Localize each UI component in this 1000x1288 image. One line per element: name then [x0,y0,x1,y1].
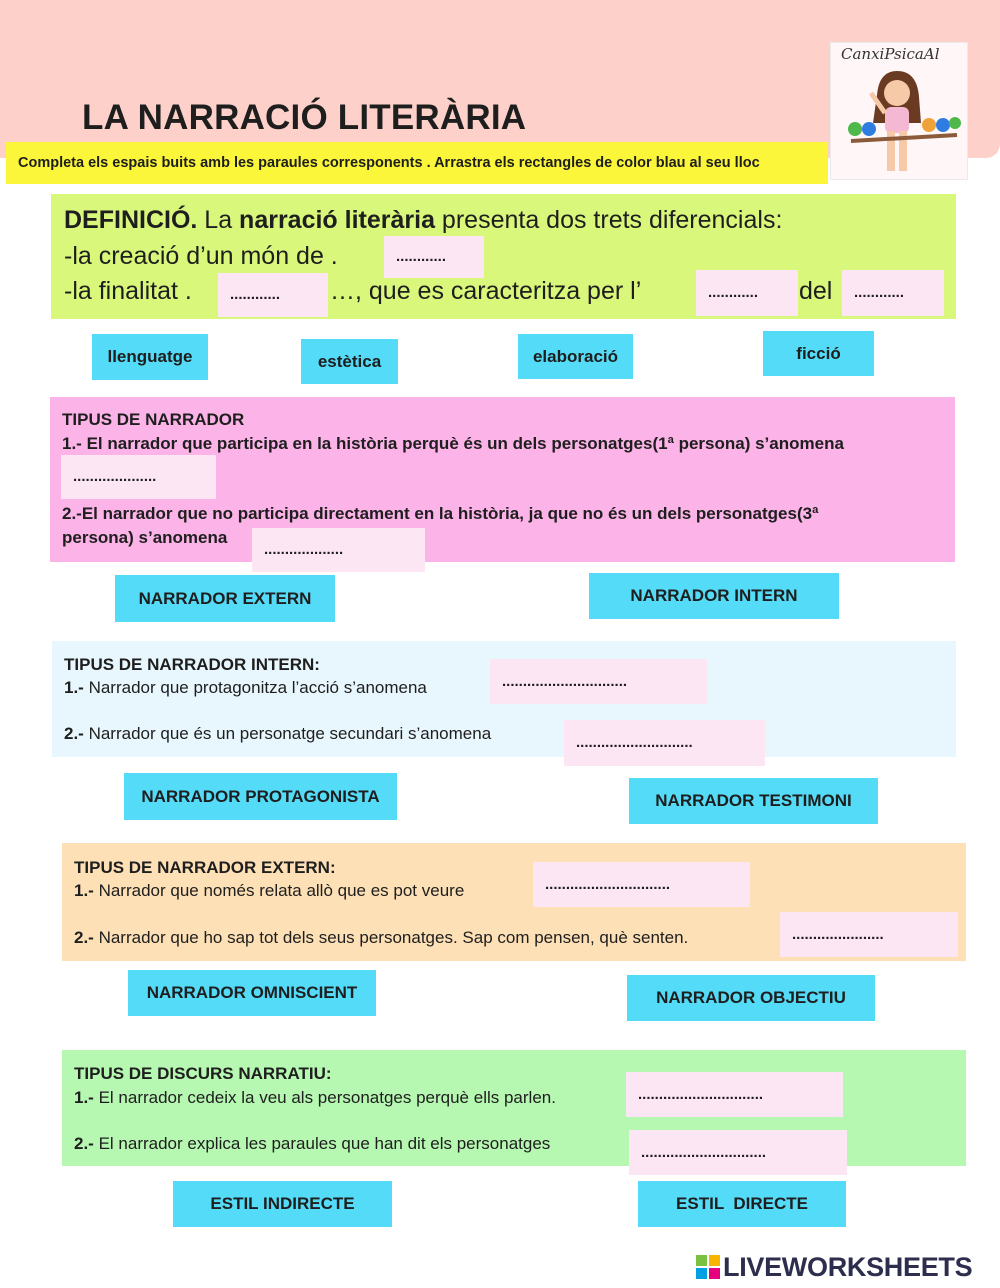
external-q2-text: Narrador que ho sap tot dels seus personatges. Sap com pensen, què senten. [93,928,689,947]
blank-discourse-indirecte[interactable]: .............................. [629,1130,847,1175]
chip-llenguatge[interactable]: llenguatge [92,334,208,380]
logo-text: CanxiPsicaAl [841,45,940,63]
definition-line-2c: del [799,277,833,305]
blank-del[interactable]: ............ [842,270,944,316]
external-heading: TIPUS DE NARRADOR EXTERN: [74,858,336,877]
chip-estil-indirecte[interactable]: ESTIL INDIRECTE [173,1181,392,1227]
external-q1 [74,881,464,901]
chip-narrador-omniscient[interactable]: NARRADOR OMNISCIENT [128,970,376,1016]
external-q2 [74,928,688,948]
blank-discourse-directe[interactable]: .............................. [626,1072,843,1117]
external-q2-number: 2.- [74,928,94,947]
narrator-q1 [62,434,844,454]
chip-narrador-objectiu[interactable]: NARRADOR OBJECTIU [627,975,875,1021]
external-q1-text: Narrador que només relata allò que es pot veure [93,881,465,900]
internal-q1 [64,678,427,698]
chip-estil-directe[interactable]: ESTIL DIRECTE [638,1181,846,1227]
chip-narrador-protagonista[interactable]: NARRADOR PROTAGONISTA [124,773,397,820]
blank-internal-protagonista[interactable]: .............................. [490,659,707,704]
blank-external-objectiu[interactable]: .............................. [533,862,750,907]
definition-heading: DEFINICIÓ. [64,206,198,234]
blank-narrator-extern[interactable]: ................... [252,528,425,572]
definition-line-1: -la creació d’un món de . [64,242,338,270]
discourse-heading: TIPUS DE DISCURS NARRATIU: [74,1064,332,1083]
definition-line-2b: …, que es caracteritza per l’ [330,277,642,305]
definition-intro-text-1: La [197,206,240,234]
blank-caracteritza[interactable]: ............ [696,270,798,316]
discourse-q1-text: El narrador cedeix la veu als personatges perquè ells parlen. [93,1088,556,1107]
chip-narrador-intern[interactable]: NARRADOR INTERN [589,573,839,619]
definition-intro [64,206,782,235]
chip-elaboracio[interactable]: elaboració [518,334,633,379]
discourse-q2 [74,1134,550,1154]
internal-q1-number: 1.- [64,678,84,697]
blank-narrator-intern[interactable]: .................... [61,455,216,499]
internal-q2 [64,724,491,744]
definition-line-2a: -la finalitat . [64,277,192,305]
author-logo [830,42,968,180]
brand-text: LIVEWORKSHEETS [723,1252,973,1282]
page-title: LA NARRACIÓ LITERÀRIA [82,98,527,137]
narrator-q1-text: El narrador que participa en la història perquè és un dels personatges(1ª persona) s’anomena [81,434,844,453]
narrator-q1-number: 1.- [62,434,82,453]
blank-external-omniscient[interactable]: ...................... [780,912,958,957]
narrator-q2-line2: persona) s’anomena [62,528,228,547]
liveworksheets-brand [696,1252,972,1283]
external-q1-number: 1.- [74,881,94,900]
definition-intro-bold: narració literària [239,206,435,234]
internal-q2-text: Narrador que és un personatge secundari s’anomena [83,724,492,743]
internal-q2-number: 2.- [64,724,84,743]
narrator-types-heading: TIPUS DE NARRADOR [62,410,245,429]
avatar-illustration [831,63,967,177]
instructions-banner: Completa els espais buits amb les paraules corresponents . Arrastra els rectangles de color blau al seu lloc [6,142,828,184]
internal-heading: TIPUS DE NARRADOR INTERN: [64,655,320,674]
internal-q1-text: Narrador que protagonitza l’acció s’anomena [83,678,427,697]
discourse-q1-number: 1.- [74,1088,94,1107]
narrator-q2-line1: 2.-El narrador que no participa directament en la història, ja que no és un dels personatges(3ª [62,504,819,523]
discourse-q2-number: 2.- [74,1134,94,1153]
blank-finalitat[interactable]: ............ [218,273,328,317]
blank-internal-testimoni[interactable]: ............................ [564,720,765,766]
discourse-q1 [74,1088,556,1108]
chip-ficcio[interactable]: ficció [763,331,874,376]
discourse-q2-text: El narrador explica les paraules que han dit els personatges [93,1134,551,1153]
definition-intro-text-2: presenta dos trets diferencials: [434,206,783,234]
liveworksheets-logo-icon [696,1255,720,1279]
chip-estetica[interactable]: estètica [301,339,398,384]
chip-narrador-extern[interactable]: NARRADOR EXTERN [115,575,335,622]
chip-narrador-testimoni[interactable]: NARRADOR TESTIMONI [629,778,878,824]
blank-ficcio[interactable]: ............ [384,236,484,278]
